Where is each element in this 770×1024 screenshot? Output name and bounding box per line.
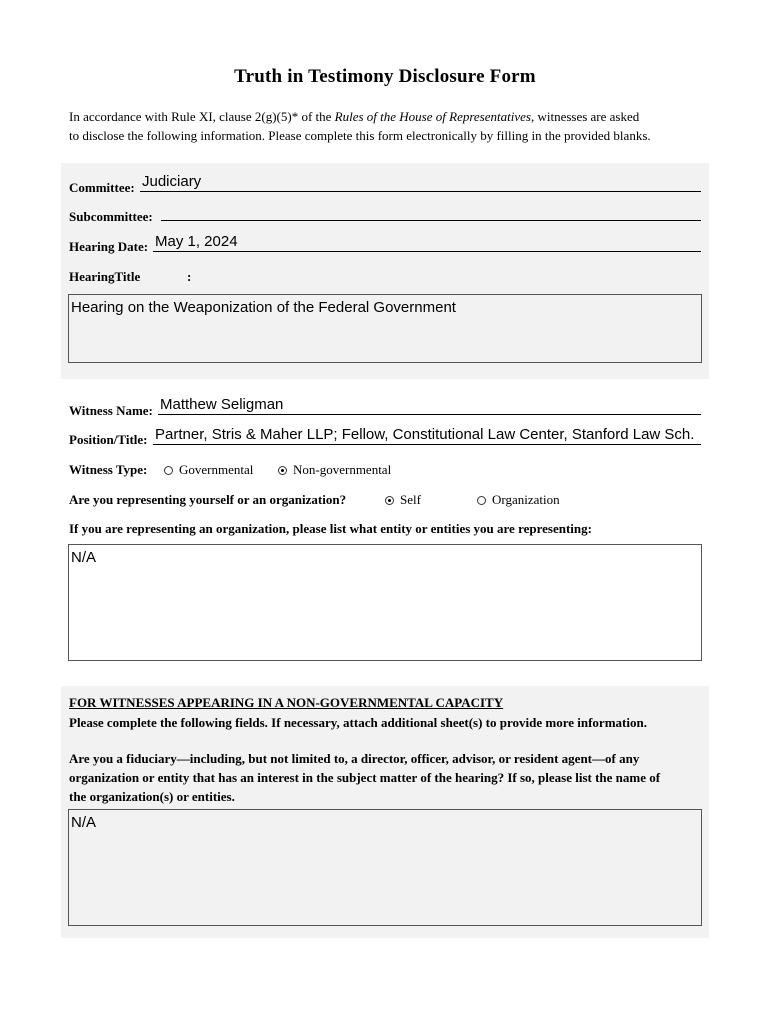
intro-rules-title: Rules of the House of Representatives [334, 109, 531, 124]
entities-label: If you are representing an organization, please list what entity or entities you are representing: [69, 521, 592, 536]
instructions-text: Please complete the following fields. If necessary, attach additional sheet(s) to provide more information. [69, 715, 647, 730]
form-title: Truth in Testimony Disclosure Form [234, 66, 536, 87]
organization-option-label: Organization [492, 492, 560, 507]
governmental-radio[interactable] [164, 466, 173, 475]
hearing-date-value: May 1, 2024 [155, 233, 238, 250]
fiduciary-question-line1: Are you a fiduciary—including, but not limited to, a director, officer, advisor, or resident agent—of any [69, 751, 640, 766]
subcommittee-field[interactable] [161, 202, 701, 221]
fiduciary-field[interactable] [68, 809, 702, 926]
committee-label: Committee: [69, 180, 135, 195]
entities-value: N/A [71, 549, 97, 566]
nongovernmental-header: FOR WITNESSES APPEARING IN A NON-GOVERNMENTAL CAPACITY [69, 695, 504, 710]
position-title-field[interactable] [153, 426, 701, 445]
hearing-title-label: HearingTitle [69, 269, 141, 284]
intro-line1-start: In accordance with Rule XI, clause 2(g)(5)* of the [69, 109, 335, 124]
witness-type-governmental-option[interactable] [164, 462, 253, 478]
intro-line1-end: , witnesses are asked [530, 109, 640, 124]
fiduciary-question-line2: organization or entity that has an interest in the subject matter of the hearing? If so, please list the name of [69, 770, 661, 785]
organization-radio[interactable] [477, 496, 486, 505]
witness-name-value: Matthew Seligman [160, 396, 284, 413]
position-title-label: Position/Title: [69, 432, 148, 447]
witness-type-nongovernmental-option[interactable] [278, 462, 391, 478]
hearing-title-field[interactable] [68, 294, 702, 363]
fiduciary-question [69, 749, 660, 806]
intro-text [69, 107, 709, 145]
self-radio[interactable] [385, 496, 394, 505]
fiduciary-question-line3: the organization(s) or entities. [69, 789, 235, 804]
intro-line2: to disclose the following information. Please complete this form electronically by filling in the provided blanks. [69, 128, 651, 143]
self-option-label: Self [400, 492, 421, 507]
representing-self-option[interactable] [385, 492, 421, 508]
non-governmental-option-label: Non-governmental [293, 462, 392, 477]
position-title-value: Partner, Stris & Maher LLP; Fellow, Constitutional Law Center, Stanford Law Sch. [155, 426, 695, 443]
representing-label: Are you representing yourself or an organization? [69, 492, 347, 507]
fiduciary-value: N/A [71, 814, 97, 831]
entities-field[interactable] [68, 544, 702, 661]
representing-organization-option[interactable] [477, 492, 560, 508]
non-governmental-radio[interactable] [278, 466, 287, 475]
committee-field[interactable] [140, 173, 701, 192]
committee-value: Judiciary [142, 173, 202, 190]
witness-type-label: Witness Type: [69, 462, 148, 477]
witness-name-field[interactable] [158, 396, 701, 415]
nongovernmental-instructions [69, 713, 647, 732]
witness-name-label: Witness Name: [69, 403, 153, 418]
governmental-option-label: Governmental [179, 462, 254, 477]
hearing-date-label: Hearing Date: [69, 239, 149, 254]
hearing-date-field[interactable] [153, 233, 701, 252]
hearing-title-colon: : [187, 269, 192, 284]
hearing-title-value: Hearing on the Weaponization of the Federal Government [71, 299, 456, 316]
subcommittee-label: Subcommittee: [69, 209, 153, 224]
